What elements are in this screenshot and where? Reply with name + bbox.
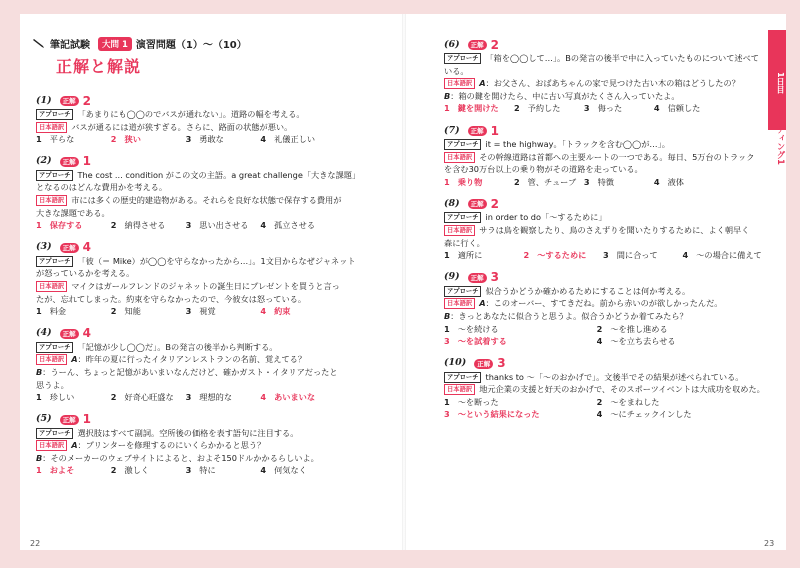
question-block xyxy=(36,94,376,146)
question-block xyxy=(36,241,376,318)
approach-text-cont: が怒っているかを考える。 xyxy=(36,268,135,279)
translation-label: 日本語訳 xyxy=(444,78,475,89)
translation-text: 市には多くの歴史的建造物がある。それらを良好な状態で保存する費用が xyxy=(71,194,342,205)
answer-option xyxy=(260,219,335,232)
question-header xyxy=(444,197,762,211)
option-number: 3 xyxy=(185,465,192,476)
answer-option xyxy=(186,464,261,477)
dialog-text: うーん、ちょっと記憶があいまいなんだけど、確かガスト・イタリアだったと xyxy=(50,366,338,377)
option-text: およそ xyxy=(49,465,75,476)
option-number: 1 xyxy=(36,220,42,231)
translation-line xyxy=(444,163,762,176)
dialog-line xyxy=(444,310,762,323)
option-text: 孤立させる xyxy=(274,220,316,231)
answer-option xyxy=(111,391,186,404)
option-number: 3 xyxy=(583,103,590,114)
speaker-colon: ： xyxy=(42,452,51,463)
dialog-line xyxy=(444,90,762,103)
translation-text: 大きな課題である。 xyxy=(36,207,110,218)
answer-options xyxy=(36,464,376,477)
translation-line xyxy=(444,224,762,237)
translation-text: その幹線道路は首都への主要ルートの一つである。毎日、5万台のトラック xyxy=(479,151,755,162)
question-block xyxy=(36,327,376,404)
option-number: 4 xyxy=(260,392,267,403)
section-tag: 大問 1 xyxy=(98,37,132,51)
approach-line xyxy=(36,255,376,268)
option-text: ～にチェックインした xyxy=(610,409,692,420)
option-text: 液体 xyxy=(667,176,684,187)
approach-line xyxy=(444,285,762,298)
approach-text: 「記憶が少し◯◯だ」。Bの発言の後半から判断する。 xyxy=(77,341,278,352)
option-text: 何気なく xyxy=(274,465,307,476)
answer-option xyxy=(260,305,335,318)
answer-option xyxy=(444,249,524,262)
option-number: 4 xyxy=(682,250,689,261)
option-number: 2 xyxy=(110,220,117,231)
question-number: (4) xyxy=(36,327,52,339)
question-header xyxy=(36,155,376,169)
answer-option xyxy=(683,249,763,262)
answer-options xyxy=(444,249,762,262)
question-header xyxy=(444,357,762,371)
answer-badge: 正解 xyxy=(60,157,79,167)
option-number: 1 xyxy=(36,465,42,476)
approach-label: アプローチ xyxy=(444,372,481,383)
speaker-colon: ： xyxy=(77,440,86,451)
dialog-line xyxy=(36,439,376,452)
approach-text: in order to do「～するために」 xyxy=(485,212,607,223)
option-number: 4 xyxy=(260,306,267,317)
dialog-text: プリンターを修理するのにいくらかかると思う？ xyxy=(85,440,266,451)
option-text: 勇敢な xyxy=(199,134,224,145)
dialog-text: きっとあなたに似合うと思うよ。似合うかどうか着てみたら？ xyxy=(458,310,688,321)
question-number: (8) xyxy=(444,198,460,210)
approach-text-cont: いる。 xyxy=(444,65,469,76)
option-text: ～を断った xyxy=(457,396,499,407)
answer-option xyxy=(444,396,597,409)
answer-number: 2 xyxy=(82,93,91,108)
option-text: ～を推し進める xyxy=(610,323,668,334)
approach-text: it = the highway。「トラックを含む◯◯が…」。 xyxy=(485,138,670,149)
speaker: A xyxy=(71,354,78,365)
option-number: 2 xyxy=(596,396,603,407)
left-column xyxy=(36,94,376,486)
dialog-text: そのメーカーのウェブサイトによると、およそ150ドルかかるらしいよ。 xyxy=(50,452,319,463)
translation-text: たが、忘れてしまった。約束を守らなかったので、今彼女は怒っている。 xyxy=(36,293,307,304)
option-number: 3 xyxy=(444,409,450,420)
answer-options xyxy=(36,391,376,404)
speaker-colon: ： xyxy=(450,310,459,321)
approach-text: thanks to ～「～のおかげで」。文後半でその結果が述べられている。 xyxy=(485,371,744,382)
answer-badge: 正解 xyxy=(468,273,487,283)
option-number: 2 xyxy=(523,250,530,261)
option-number: 1 xyxy=(36,392,42,403)
approach-label: アプローチ xyxy=(444,53,481,64)
answer-option xyxy=(111,219,186,232)
question-header xyxy=(36,327,376,341)
approach-line xyxy=(444,211,762,224)
answer-badge: 正解 xyxy=(468,199,487,209)
approach-text: The cost ... condition がこの文の主語。a great challenge「大きな課題」 xyxy=(77,169,361,180)
answer-number: 3 xyxy=(490,270,499,285)
option-text: 信頼した xyxy=(667,103,701,114)
approach-label: アプローチ xyxy=(444,139,481,150)
translation-text: マイクはガールフレンドのジャネットの誕生日にプレゼントを買うと言っ xyxy=(71,280,340,291)
answer-option xyxy=(260,133,335,146)
dialog-text: お父さん、おばあちゃんの家で見つけた古い木の箱はどうしたの？ xyxy=(493,78,740,89)
option-number: 3 xyxy=(185,134,192,145)
answer-option xyxy=(444,335,597,348)
dialog-text: 箱の鍵を開けたら、中に古い写真がたくさん入っていたよ。 xyxy=(458,90,680,101)
answer-number: 4 xyxy=(82,326,91,341)
translation-text: 思うよ。 xyxy=(36,379,69,390)
option-text: 激しく xyxy=(124,465,150,476)
translation-line xyxy=(36,207,376,220)
option-text: 乗り物 xyxy=(457,176,483,187)
question-number: (7) xyxy=(444,124,460,136)
speaker-colon: ： xyxy=(77,354,86,365)
question-block xyxy=(444,271,762,348)
answer-options xyxy=(444,176,762,189)
approach-text: 「彼（＝ Mike）が◯◯を守らなかったから…」。1文目からなぜジャネット xyxy=(77,255,356,266)
option-number: 2 xyxy=(110,465,117,476)
answer-badge: 正解 xyxy=(60,415,79,425)
option-number: 2 xyxy=(110,306,117,317)
question-number: (1) xyxy=(36,94,52,106)
answer-option xyxy=(111,133,186,146)
answer-options xyxy=(444,323,762,348)
question-header xyxy=(36,413,376,427)
answer-number: 2 xyxy=(490,197,499,212)
question-header xyxy=(36,94,376,108)
speaker: B xyxy=(444,90,451,101)
section-header xyxy=(32,36,247,51)
option-number: 4 xyxy=(260,465,267,476)
option-number: 2 xyxy=(513,176,520,187)
dialog-line xyxy=(444,77,762,90)
question-block xyxy=(36,155,376,232)
option-number: 1 xyxy=(444,103,450,114)
answer-option xyxy=(36,219,111,232)
translation-label: 日本語訳 xyxy=(444,298,475,309)
page-number-left: 22 xyxy=(30,539,41,548)
option-text: 鍵を開けた xyxy=(457,103,499,114)
approach-label: アプローチ xyxy=(36,256,73,267)
question-number: (5) xyxy=(36,413,52,425)
answer-option xyxy=(597,335,750,348)
translation-text: サラは鳥を観察したり、鳥のさえずりを聞いたりするために、よく朝早く xyxy=(479,224,750,235)
answer-option xyxy=(36,305,111,318)
answer-option xyxy=(186,391,261,404)
answer-option xyxy=(36,133,111,146)
option-text: 理想的な xyxy=(199,392,233,403)
option-number: 4 xyxy=(653,176,660,187)
answer-option xyxy=(444,408,597,421)
option-number: 3 xyxy=(603,250,609,261)
answer-options xyxy=(36,133,376,146)
option-text: 約束 xyxy=(274,306,291,317)
speaker-colon: ： xyxy=(450,90,459,101)
speaker-colon: ： xyxy=(42,366,51,377)
question-header xyxy=(444,38,762,52)
question-number: (3) xyxy=(36,241,52,253)
dialog-text: 昨年の夏に行ったイタリアンレストランの名前、覚えてる？ xyxy=(85,354,307,365)
speaker: A xyxy=(479,78,486,89)
answer-number: 2 xyxy=(490,37,499,52)
answer-option xyxy=(260,391,335,404)
option-text: ～するために xyxy=(537,250,587,261)
answer-option xyxy=(603,249,683,262)
page-number-right: 23 xyxy=(764,539,775,548)
answer-option xyxy=(597,323,750,336)
section-title: 演習問題（1）～（10） xyxy=(135,40,247,51)
option-text: 狭い xyxy=(124,134,141,145)
option-text: 料金 xyxy=(49,306,67,317)
option-text: ～の場合に備えて xyxy=(696,250,762,261)
option-number: 1 xyxy=(444,176,450,187)
question-block xyxy=(444,356,765,421)
answer-number: 1 xyxy=(490,123,499,138)
answer-option xyxy=(584,102,654,115)
speaker-colon: ： xyxy=(485,78,494,89)
approach-label: アプローチ xyxy=(444,212,481,223)
approach-text: 「箱を◯◯して…」。Bの発言の後半で中に入っていたものについて述べて xyxy=(485,53,759,63)
translation-label: 日本語訳 xyxy=(36,440,67,451)
right-column xyxy=(444,37,765,430)
option-number: 4 xyxy=(260,134,267,145)
answer-option xyxy=(597,396,750,409)
option-text: あいまいな xyxy=(274,392,316,403)
option-number: 3 xyxy=(583,176,590,187)
option-text: ～を試着する xyxy=(457,336,507,347)
answer-option xyxy=(514,102,584,115)
answer-badge: 正解 xyxy=(468,40,487,50)
translation-line xyxy=(36,194,376,207)
approach-text: 選択肢はすべて副詞。空所後の価格を表す語句に注目する。 xyxy=(77,427,299,438)
question-header xyxy=(36,241,376,255)
approach-label: アプローチ xyxy=(36,109,73,120)
answer-options xyxy=(444,396,762,421)
translation-line xyxy=(36,121,376,134)
answer-option xyxy=(584,176,654,189)
answer-option xyxy=(186,133,261,146)
speaker: A xyxy=(479,298,486,309)
translation-label: 日本語訳 xyxy=(444,152,475,163)
answer-option xyxy=(524,249,604,262)
translation-label: 日本語訳 xyxy=(36,122,67,133)
approach-label: アプローチ xyxy=(36,342,73,353)
approach-line xyxy=(36,169,376,182)
answer-option xyxy=(444,176,514,189)
option-text: 特徴 xyxy=(597,176,614,187)
translation-label: 日本語訳 xyxy=(36,195,67,206)
approach-line xyxy=(444,138,762,151)
translation-line xyxy=(36,293,376,306)
option-text: ～をまねした xyxy=(610,396,660,407)
day-tab: 1日目 xyxy=(768,30,786,130)
answer-badge: 正解 xyxy=(474,359,493,369)
book-gutter xyxy=(402,14,406,550)
option-text: 間に合って xyxy=(616,250,658,261)
option-text: ～を立ち去らせる xyxy=(610,336,676,347)
option-text: 知能 xyxy=(124,306,141,317)
answer-badge: 正解 xyxy=(60,96,79,106)
translation-text: を含む30万台以上の乗り物がその道路を走っている。 xyxy=(444,164,643,175)
answer-option xyxy=(444,323,597,336)
translation-label: 日本語訳 xyxy=(444,384,475,395)
option-number: 3 xyxy=(444,336,450,347)
answer-options xyxy=(36,305,376,318)
speaker: A xyxy=(71,440,78,451)
answer-option xyxy=(514,176,584,189)
answer-option xyxy=(36,391,111,404)
answer-option xyxy=(260,464,335,477)
answer-option xyxy=(36,464,111,477)
answer-badge: 正解 xyxy=(60,329,79,339)
answer-option xyxy=(186,305,261,318)
option-text: 特に xyxy=(199,465,216,476)
option-number: 3 xyxy=(185,220,192,231)
answer-options xyxy=(444,102,762,115)
answer-badge: 正解 xyxy=(60,243,79,253)
option-number: 3 xyxy=(185,392,192,403)
approach-label: アプローチ xyxy=(36,428,73,439)
answer-badge: 正解 xyxy=(468,126,487,136)
option-number: 4 xyxy=(653,103,660,114)
answer-number: 4 xyxy=(82,240,91,255)
option-number: 4 xyxy=(260,220,267,231)
approach-label: アプローチ xyxy=(444,286,481,297)
translation-text: 地元企業の支援と好天のおかげで、そのスポーツイベントは大成功を収めた。 xyxy=(479,384,765,395)
approach-line xyxy=(36,108,376,121)
question-header xyxy=(444,124,762,138)
approach-line xyxy=(36,427,376,440)
question-block xyxy=(444,124,762,188)
option-text: ～を続ける xyxy=(457,323,499,334)
approach-label: アプローチ xyxy=(36,170,73,181)
option-text: 管、チューブ xyxy=(527,176,577,187)
translation-label: 日本語訳 xyxy=(444,225,475,236)
translation-label: 日本語訳 xyxy=(36,354,67,365)
section-side-label: リーディング1 xyxy=(775,108,785,165)
question-block xyxy=(36,413,376,477)
option-text: 礼儀正しい xyxy=(274,134,316,145)
approach-text-cont: となるのはどんな費用かを考える。 xyxy=(36,182,168,193)
option-number: 1 xyxy=(444,250,450,261)
option-number: 1 xyxy=(36,134,42,145)
option-text: 保存する xyxy=(49,220,83,231)
page-title: 正解と解説 xyxy=(56,57,142,76)
option-number: 2 xyxy=(513,103,520,114)
speaker: B xyxy=(444,310,451,321)
dialog-text: このオーバー、すてきだね。前から赤いのが欲しかったんだ。 xyxy=(493,298,723,309)
section-name: 筆記試験 xyxy=(50,40,90,51)
answer-option xyxy=(111,305,186,318)
question-header xyxy=(444,271,762,285)
option-text: 平らな xyxy=(49,134,75,145)
answer-option xyxy=(654,102,724,115)
option-number: 3 xyxy=(185,306,192,317)
answer-number: 3 xyxy=(497,356,506,371)
option-number: 1 xyxy=(36,306,42,317)
option-text: 適所に xyxy=(457,250,483,261)
question-number: (9) xyxy=(444,271,460,283)
question-number: (10) xyxy=(444,357,467,369)
speaker: B xyxy=(36,366,43,377)
option-number: 2 xyxy=(110,134,117,145)
translation-line xyxy=(36,379,376,392)
translation-label: 日本語訳 xyxy=(36,281,67,292)
translation-line xyxy=(36,280,376,293)
question-number: (6) xyxy=(444,38,460,50)
speaker-colon: ： xyxy=(485,298,494,309)
dialog-line xyxy=(36,366,376,379)
answer-option xyxy=(597,408,750,421)
option-text: 好奇心旺盛な xyxy=(124,392,174,403)
translation-text: 森に行く。 xyxy=(444,237,485,248)
answer-number: 1 xyxy=(82,154,91,169)
option-text: 視覚 xyxy=(199,306,216,317)
dialog-line xyxy=(36,353,376,366)
speaker: B xyxy=(36,452,43,463)
option-text: ～という結果になった xyxy=(457,409,540,420)
option-text: 思い出させる xyxy=(199,220,249,231)
answer-option xyxy=(111,464,186,477)
dialog-line xyxy=(444,297,762,310)
option-text: 予約した xyxy=(527,103,561,114)
approach-line xyxy=(36,341,376,354)
question-block xyxy=(444,38,762,115)
translation-line xyxy=(444,383,765,396)
question-block xyxy=(444,197,762,261)
option-number: 1 xyxy=(444,396,450,407)
option-text: 納得させる xyxy=(124,220,166,231)
option-number: 2 xyxy=(110,392,117,403)
approach-text: 「あまりにも◯◯のでバスが通れない」。道路の幅を考える。 xyxy=(77,109,305,119)
approach-text: 似合うかどうか確かめるためにすることは何か考える。 xyxy=(485,285,691,296)
translation-line xyxy=(444,151,762,164)
option-text: 珍しい xyxy=(49,392,75,403)
translation-text: バスが通るには道が狭すぎる。さらに、路面の状態が悪い。 xyxy=(71,121,293,132)
answer-option xyxy=(444,102,514,115)
option-number: 4 xyxy=(596,409,603,420)
dialog-line xyxy=(36,452,376,465)
approach-line xyxy=(444,371,762,384)
pencil-icon xyxy=(32,39,46,49)
option-number: 4 xyxy=(596,336,603,347)
option-number: 2 xyxy=(596,323,603,334)
answer-number: 1 xyxy=(82,412,91,427)
option-text: 侮った xyxy=(597,103,623,114)
option-number: 1 xyxy=(444,323,450,334)
answer-option xyxy=(654,176,724,189)
answer-options xyxy=(36,219,376,232)
question-number: (2) xyxy=(36,155,52,167)
answer-option xyxy=(186,219,261,232)
approach-line xyxy=(444,52,762,65)
translation-line xyxy=(444,237,762,250)
